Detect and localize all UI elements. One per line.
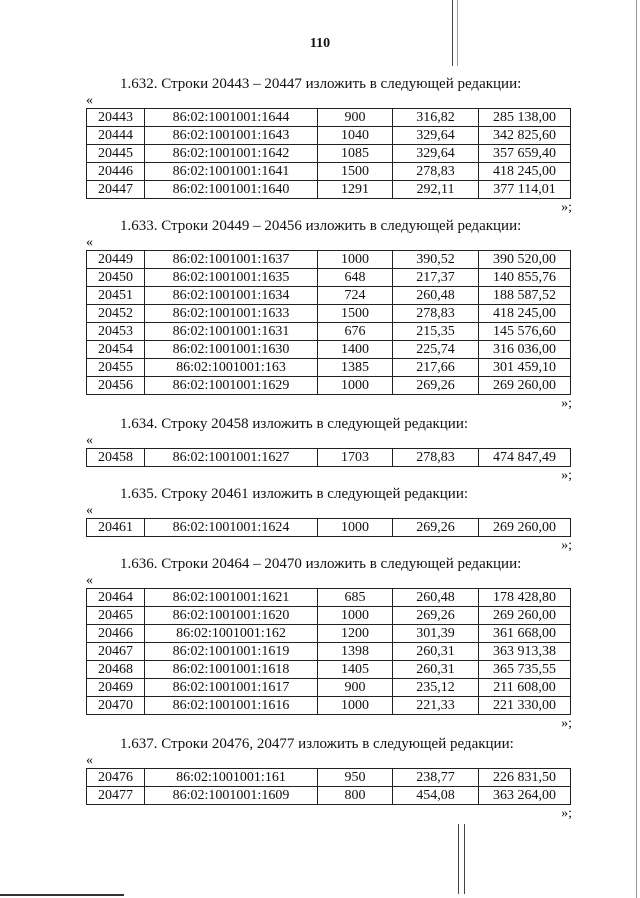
area-cell: 900: [318, 679, 393, 697]
cadastral-number-cell: 86:02:1001001:163: [145, 359, 318, 377]
cadastral-table: [86, 250, 571, 395]
area-cell: 950: [318, 769, 393, 787]
cadastral-number-cell: 86:02:1001001:1640: [145, 181, 318, 199]
area-cell: 1000: [318, 607, 393, 625]
rate-cell: 301,39: [393, 625, 479, 643]
table-row: [87, 679, 571, 697]
opening-quote: «: [86, 93, 93, 108]
row-number-cell: 20461: [87, 519, 145, 537]
amount-cell: 418 245,00: [479, 163, 571, 181]
table-row: [87, 643, 571, 661]
amendment-heading: 1.635. Строку 20461 изложить в следующей редакции:: [120, 486, 469, 502]
row-number-cell: 20476: [87, 769, 145, 787]
amendment-heading: 1.636. Строки 20464 – 20470 изложить в следующей редакции:: [120, 556, 522, 572]
amount-cell: 316 036,00: [479, 341, 571, 359]
scan-artifact-line: [458, 824, 459, 894]
rate-cell: 329,64: [393, 145, 479, 163]
cadastral-table: [86, 108, 571, 199]
rate-cell: 235,12: [393, 679, 479, 697]
amount-cell: 188 587,52: [479, 287, 571, 305]
rate-cell: 329,64: [393, 127, 479, 145]
row-number-cell: 20469: [87, 679, 145, 697]
opening-quote: «: [86, 753, 93, 768]
amount-cell: 211 608,00: [479, 679, 571, 697]
amount-cell: 474 847,49: [479, 449, 571, 467]
row-number-cell: 20446: [87, 163, 145, 181]
amount-cell: 377 114,01: [479, 181, 571, 199]
table-row: [87, 787, 571, 805]
row-number-cell: 20444: [87, 127, 145, 145]
opening-quote: «: [86, 503, 93, 518]
area-cell: 900: [318, 109, 393, 127]
cadastral-number-cell: 86:02:1001001:1617: [145, 679, 318, 697]
amount-cell: 363 913,38: [479, 643, 571, 661]
closing-quote: »;: [561, 468, 572, 483]
cadastral-number-cell: 86:02:1001001:1642: [145, 145, 318, 163]
amount-cell: 226 831,50: [479, 769, 571, 787]
amount-cell: 178 428,80: [479, 589, 571, 607]
cadastral-number-cell: 86:02:1001001:1635: [145, 269, 318, 287]
cadastral-number-cell: 86:02:1001001:1633: [145, 305, 318, 323]
row-number-cell: 20477: [87, 787, 145, 805]
amount-cell: 342 825,60: [479, 127, 571, 145]
area-cell: 1400: [318, 341, 393, 359]
table-row: [87, 589, 571, 607]
cadastral-table: [86, 768, 571, 805]
amendment-heading: 1.632. Строки 20443 – 20447 изложить в следующей редакции:: [120, 76, 522, 92]
table-row: [87, 377, 571, 395]
table-row: [87, 697, 571, 715]
table-row: [87, 519, 571, 537]
area-cell: 648: [318, 269, 393, 287]
cadastral-number-cell: 86:02:1001001:1616: [145, 697, 318, 715]
rate-cell: 221,33: [393, 697, 479, 715]
amount-cell: 285 138,00: [479, 109, 571, 127]
opening-quote: «: [86, 433, 93, 448]
table-row: [87, 359, 571, 377]
cadastral-number-cell: 86:02:1001001:162: [145, 625, 318, 643]
row-number-cell: 20445: [87, 145, 145, 163]
rate-cell: 260,48: [393, 589, 479, 607]
rate-cell: 278,83: [393, 163, 479, 181]
table-row: [87, 287, 571, 305]
cadastral-table: [86, 588, 571, 715]
cadastral-number-cell: 86:02:1001001:1624: [145, 519, 318, 537]
row-number-cell: 20452: [87, 305, 145, 323]
row-number-cell: 20456: [87, 377, 145, 395]
area-cell: 1000: [318, 251, 393, 269]
scan-artifact-line: [457, 0, 458, 66]
area-cell: 1000: [318, 519, 393, 537]
row-number-cell: 20451: [87, 287, 145, 305]
amendment-heading: 1.633. Строки 20449 – 20456 изложить в следующей редакции:: [120, 218, 522, 234]
cadastral-table: [86, 448, 571, 467]
amount-cell: 145 576,60: [479, 323, 571, 341]
rate-cell: 217,66: [393, 359, 479, 377]
row-number-cell: 20467: [87, 643, 145, 661]
rate-cell: 278,83: [393, 449, 479, 467]
row-number-cell: 20458: [87, 449, 145, 467]
row-number-cell: 20443: [87, 109, 145, 127]
table-row: [87, 661, 571, 679]
table-row: [87, 269, 571, 287]
cadastral-number-cell: 86:02:1001001:1609: [145, 787, 318, 805]
rate-cell: 260,31: [393, 661, 479, 679]
amendment-section: [86, 216, 570, 413]
closing-quote: »;: [561, 538, 572, 553]
area-cell: 1385: [318, 359, 393, 377]
table-row: [87, 251, 571, 269]
rate-cell: 454,08: [393, 787, 479, 805]
scan-artifact-line: [636, 0, 637, 898]
amount-cell: 269 260,00: [479, 519, 571, 537]
area-cell: 685: [318, 589, 393, 607]
amount-cell: 140 855,76: [479, 269, 571, 287]
opening-quote: «: [86, 235, 93, 250]
amount-cell: 418 245,00: [479, 305, 571, 323]
cadastral-table: [86, 518, 571, 537]
row-number-cell: 20453: [87, 323, 145, 341]
amount-cell: 301 459,10: [479, 359, 571, 377]
amendment-heading: 1.634. Строку 20458 изложить в следующей редакции:: [120, 416, 469, 432]
rate-cell: 225,74: [393, 341, 479, 359]
area-cell: 724: [318, 287, 393, 305]
amount-cell: 357 659,40: [479, 145, 571, 163]
area-cell: 1703: [318, 449, 393, 467]
amendment-section: [86, 484, 570, 555]
table-row: [87, 323, 571, 341]
row-number-cell: 20470: [87, 697, 145, 715]
rate-cell: 260,48: [393, 287, 479, 305]
amount-cell: 363 264,00: [479, 787, 571, 805]
page-number: 110: [309, 36, 331, 51]
cadastral-number-cell: 86:02:1001001:1634: [145, 287, 318, 305]
amendment-heading: 1.637. Строки 20476, 20477 изложить в следующей редакции:: [120, 736, 514, 752]
cadastral-number-cell: 86:02:1001001:1644: [145, 109, 318, 127]
row-number-cell: 20454: [87, 341, 145, 359]
table-row: [87, 625, 571, 643]
cadastral-number-cell: 86:02:1001001:1630: [145, 341, 318, 359]
row-number-cell: 20466: [87, 625, 145, 643]
amount-cell: 221 330,00: [479, 697, 571, 715]
row-number-cell: 20465: [87, 607, 145, 625]
table-row: [87, 769, 571, 787]
scan-artifact-line: [464, 824, 465, 894]
rate-cell: 316,82: [393, 109, 479, 127]
area-cell: 676: [318, 323, 393, 341]
closing-quote: »;: [561, 396, 572, 411]
cadastral-number-cell: 86:02:1001001:1619: [145, 643, 318, 661]
row-number-cell: 20468: [87, 661, 145, 679]
row-number-cell: 20455: [87, 359, 145, 377]
area-cell: 1000: [318, 697, 393, 715]
closing-quote: »;: [561, 806, 572, 821]
cadastral-number-cell: 86:02:1001001:1641: [145, 163, 318, 181]
amendment-section: [86, 74, 570, 217]
row-number-cell: 20449: [87, 251, 145, 269]
rate-cell: 260,31: [393, 643, 479, 661]
table-row: [87, 341, 571, 359]
table-row: [87, 607, 571, 625]
rate-cell: 269,26: [393, 607, 479, 625]
cadastral-number-cell: 86:02:1001001:1618: [145, 661, 318, 679]
cadastral-number-cell: 86:02:1001001:161: [145, 769, 318, 787]
opening-quote: «: [86, 573, 93, 588]
area-cell: 1085: [318, 145, 393, 163]
closing-quote: »;: [561, 200, 572, 215]
rate-cell: 278,83: [393, 305, 479, 323]
row-number-cell: 20464: [87, 589, 145, 607]
table-row: [87, 127, 571, 145]
table-row: [87, 163, 571, 181]
cadastral-number-cell: 86:02:1001001:1629: [145, 377, 318, 395]
closing-quote: »;: [561, 716, 572, 731]
row-number-cell: 20450: [87, 269, 145, 287]
area-cell: 800: [318, 787, 393, 805]
rate-cell: 269,26: [393, 377, 479, 395]
scan-artifact-line: [452, 0, 453, 66]
area-cell: 1200: [318, 625, 393, 643]
amount-cell: 269 260,00: [479, 607, 571, 625]
rate-cell: 215,35: [393, 323, 479, 341]
area-cell: 1291: [318, 181, 393, 199]
area-cell: 1500: [318, 305, 393, 323]
area-cell: 1500: [318, 163, 393, 181]
rate-cell: 269,26: [393, 519, 479, 537]
area-cell: 1405: [318, 661, 393, 679]
area-cell: 1398: [318, 643, 393, 661]
rate-cell: 292,11: [393, 181, 479, 199]
area-cell: 1000: [318, 377, 393, 395]
area-cell: 1040: [318, 127, 393, 145]
table-row: [87, 145, 571, 163]
row-number-cell: 20447: [87, 181, 145, 199]
amount-cell: 390 520,00: [479, 251, 571, 269]
cadastral-number-cell: 86:02:1001001:1637: [145, 251, 318, 269]
cadastral-number-cell: 86:02:1001001:1627: [145, 449, 318, 467]
rate-cell: 238,77: [393, 769, 479, 787]
table-row: [87, 305, 571, 323]
cadastral-number-cell: 86:02:1001001:1643: [145, 127, 318, 145]
amount-cell: 269 260,00: [479, 377, 571, 395]
amendment-section: [86, 734, 570, 823]
table-row: [87, 109, 571, 127]
amendment-section: [86, 414, 570, 485]
cadastral-number-cell: 86:02:1001001:1620: [145, 607, 318, 625]
amendment-section: [86, 554, 570, 733]
cadastral-number-cell: 86:02:1001001:1631: [145, 323, 318, 341]
table-row: [87, 181, 571, 199]
rate-cell: 390,52: [393, 251, 479, 269]
amount-cell: 361 668,00: [479, 625, 571, 643]
amount-cell: 365 735,55: [479, 661, 571, 679]
footer-rule: [0, 894, 124, 896]
cadastral-number-cell: 86:02:1001001:1621: [145, 589, 318, 607]
table-row: [87, 449, 571, 467]
rate-cell: 217,37: [393, 269, 479, 287]
